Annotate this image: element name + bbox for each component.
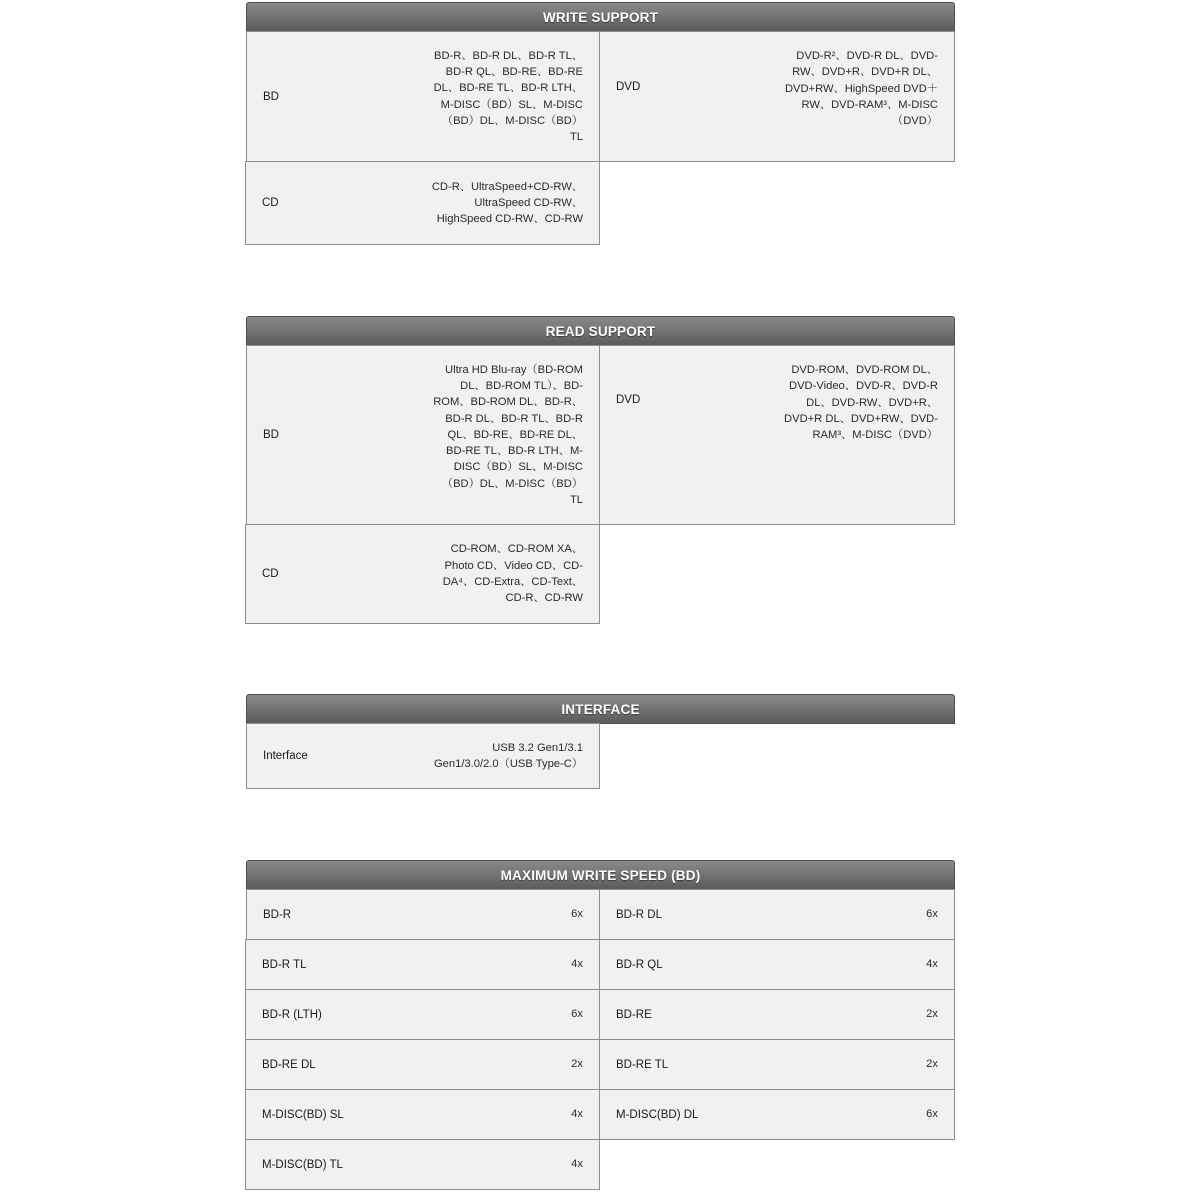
- write-support-grid: [246, 32, 955, 245]
- spec-label: DVD: [616, 81, 641, 93]
- spec-value: CD-R、UltraSpeed+CD-RW、 UltraSpeed CD-RW、 HighSpeed CD-RW、CD-RW: [431, 180, 583, 226]
- speed-value: 2x: [571, 1058, 583, 1071]
- write-dvd-cell: [599, 31, 955, 162]
- max-write-speed-grid: [246, 890, 955, 1190]
- speed-label: BD-R: [263, 908, 292, 921]
- speed-value: 6x: [926, 908, 938, 921]
- spec-label: CD: [262, 568, 279, 580]
- spec-value: DVD-ROM、DVD-ROM DL、 DVD-Video、DVD-R、DVD-R DL、DVD-RW、DVD+R、 DVD+R DL、DVD+RW、DVD- RAM³、M-DISC（DVD）: [784, 364, 938, 442]
- speed-value: 4x: [926, 958, 938, 971]
- speed-label: M-DISC(BD) SL: [262, 1108, 344, 1121]
- speed-label: BD-R (LTH): [262, 1008, 322, 1021]
- speed-label: BD-R TL: [262, 958, 307, 971]
- speed-cell: [599, 1039, 955, 1090]
- speed-value: 2x: [926, 1058, 938, 1071]
- spec-value: CD-ROM、CD-ROM XA、 Photo CD、Video CD、CD- DA⁴、CD-Extra、CD-Text、 CD-R、CD-RW: [442, 543, 583, 605]
- speed-cell: [245, 1089, 600, 1140]
- speed-cell: [245, 989, 600, 1040]
- speed-value: 4x: [571, 1158, 583, 1171]
- write-cd-cell: [245, 161, 600, 245]
- read-cd-cell: [245, 524, 600, 624]
- write-support-section: [246, 2, 955, 245]
- speed-label: BD-RE DL: [262, 1058, 316, 1071]
- speed-label: BD-RE: [616, 1008, 652, 1021]
- spec-value: USB 3.2 Gen1/3.1 Gen1/3.0/2.0（USB Type-C）: [433, 741, 583, 770]
- speed-cell: [245, 939, 600, 990]
- speed-cell: [245, 1039, 600, 1090]
- write-support-header: WRITE SUPPORT: [246, 2, 955, 32]
- speed-cell: [599, 939, 955, 990]
- speed-value: 4x: [571, 958, 583, 971]
- spec-label: BD: [263, 429, 279, 441]
- spec-label: DVD: [616, 394, 641, 406]
- speed-label: BD-RE TL: [616, 1058, 669, 1071]
- interface-section: [246, 694, 955, 789]
- max-write-speed-section: [246, 860, 955, 1190]
- interface-grid: [246, 724, 955, 789]
- spec-label: Interface: [263, 750, 308, 762]
- speed-cell: [599, 1089, 955, 1140]
- speed-value: 4x: [571, 1108, 583, 1121]
- read-support-section: [246, 316, 955, 624]
- max-write-speed-header: MAXIMUM WRITE SPEED (BD): [246, 860, 955, 890]
- interface-header: INTERFACE: [246, 694, 955, 724]
- interface-cell: [246, 723, 600, 789]
- speed-label: M-DISC(BD) DL: [616, 1108, 699, 1121]
- speed-cell: [599, 989, 955, 1040]
- read-support-grid: [246, 346, 955, 624]
- spec-value: DVD-R²、DVD-R DL、DVD- RW、DVD+R、DVD+R DL、 DVD+RW、HighSpeed DVD＋ RW、DVD-RAM³、M-DISC （DVD）: [784, 50, 938, 128]
- speed-value: 6x: [926, 1108, 938, 1121]
- spec-value: BD-R、BD-R DL、BD-R TL、 BD-R QL、BD-RE、BD-RE DL、BD-RE TL、BD-R LTH、 M-DISC（BD）SL、M-DISC （BD）DL、M-DISC（BD） TL: [433, 49, 583, 144]
- read-bd-cell: [246, 345, 600, 525]
- speed-cell: [245, 1139, 600, 1190]
- speed-value: 2x: [926, 1008, 938, 1021]
- speed-value: 6x: [571, 1008, 583, 1021]
- speed-label: M-DISC(BD) TL: [262, 1158, 343, 1171]
- read-support-header: READ SUPPORT: [246, 316, 955, 346]
- spec-label: CD: [262, 197, 279, 209]
- speed-label: BD-R QL: [616, 958, 663, 971]
- speed-value: 6x: [571, 908, 583, 921]
- write-bd-cell: [246, 31, 600, 162]
- read-dvd-cell: [599, 345, 955, 525]
- spec-label: BD: [263, 90, 279, 103]
- speed-label: BD-R DL: [616, 908, 663, 921]
- speed-cell: [246, 889, 600, 940]
- spec-value: Ultra HD Blu-ray（BD-ROM DL、BD-ROM TL）、BD- ROM、BD-ROM DL、BD-R、 BD-R DL、BD-R TL、BD-R QL、BD-RE、BD-RE DL、 BD-RE TL、BD-R LTH、M- DISC（BD）SL、M-DISC （BD）DL、M-DISC（BD） TL: [433, 363, 583, 507]
- speed-cell: [599, 889, 955, 940]
